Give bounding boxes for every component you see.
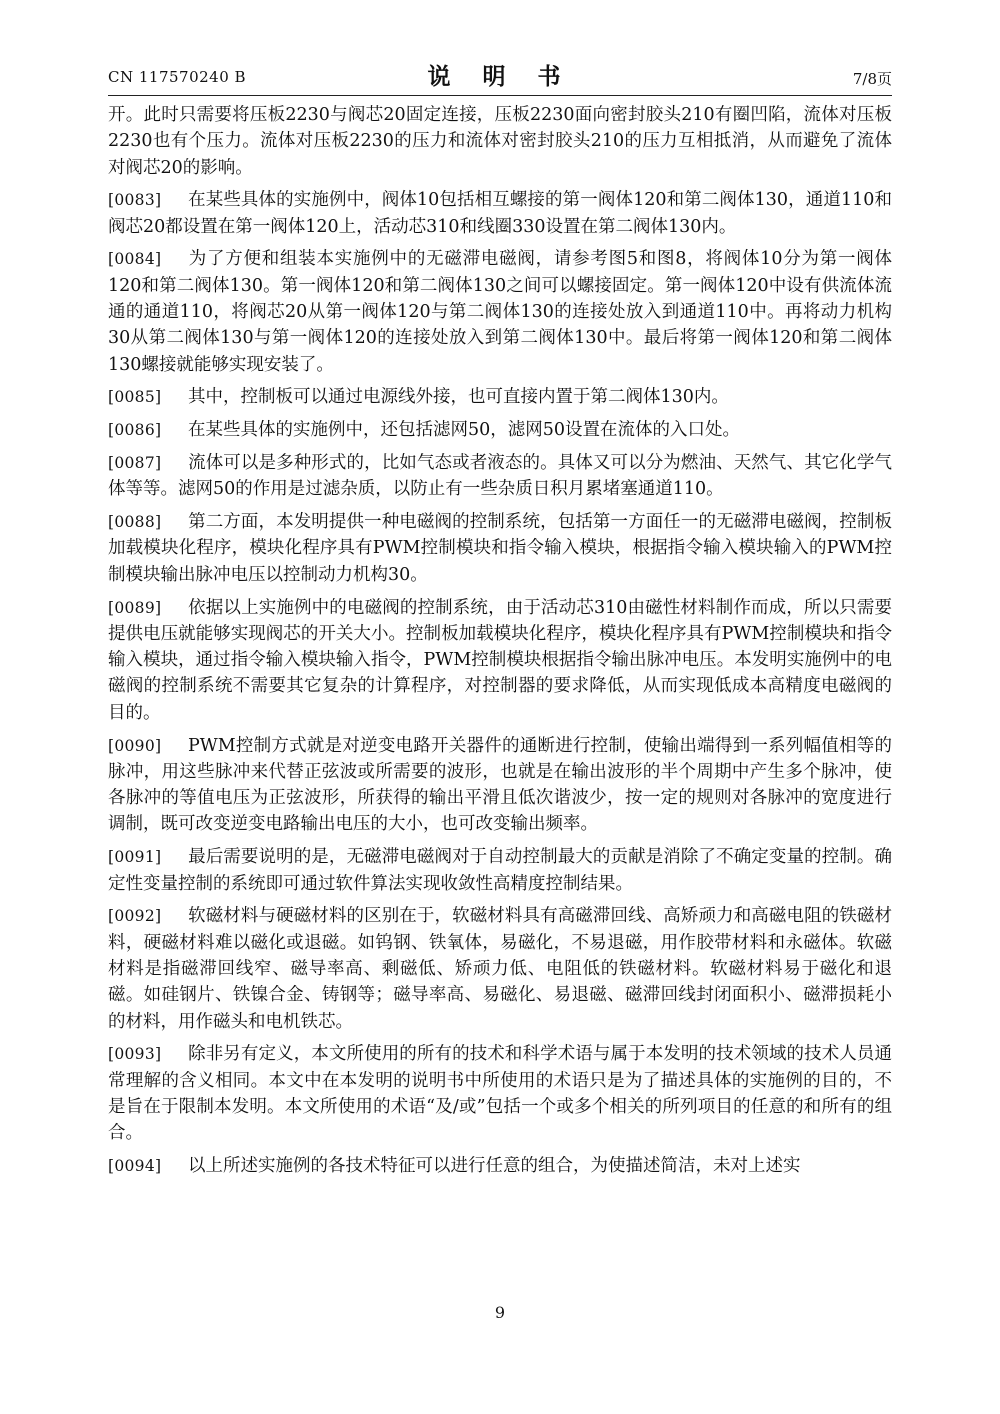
paragraph-number: [0085] bbox=[108, 388, 162, 407]
paragraph-continued bbox=[108, 102, 892, 181]
paragraph bbox=[108, 187, 892, 240]
paragraph-number: [0092] bbox=[108, 907, 162, 926]
paragraph bbox=[108, 733, 892, 838]
paragraph bbox=[108, 1041, 892, 1146]
paragraph bbox=[108, 595, 892, 726]
paragraph bbox=[108, 903, 892, 1034]
paragraph-number: [0089] bbox=[108, 598, 162, 617]
paragraph-number: [0093] bbox=[108, 1045, 162, 1064]
paragraph bbox=[108, 844, 892, 897]
description-body bbox=[108, 102, 892, 1186]
paragraph bbox=[108, 450, 892, 503]
paragraph bbox=[108, 417, 892, 443]
publication-number: CN 117570240 B bbox=[108, 68, 247, 86]
paragraph-text: PWM控制方式就是对逆变电路开关器件的通断进行控制，使输出端得到一系列幅值相等的脉冲，用这些脉冲来代替正弦波或所需要的波形，也就是在输出波形的半个周期中产生多个脉冲，使各脉冲的等值电压为正弦波形，所获得的输出平滑且低次谐波少，按一定的规则对各脉冲的宽度进行调制，既可改变逆变电路输出电压的大小，也可改变输出频率。 bbox=[108, 735, 892, 835]
page-number: 9 bbox=[494, 1303, 506, 1322]
paragraph bbox=[108, 509, 892, 588]
paragraph bbox=[108, 384, 892, 410]
paragraph-text: 其中，控制板可以通过电源线外接，也可直接内置于第二阀体130内。 bbox=[188, 387, 729, 408]
paragraph-text: 流体可以是多种形式的，比如气态或者液态的。具体又可以分为燃油、天然气、其它化学气体等等。滤网50的作用是过滤杂质，以防止有一些杂质日积月累堵塞通道110。 bbox=[108, 453, 892, 500]
paragraph-number: [0090] bbox=[108, 736, 162, 755]
paragraph-text: 在某些具体的实施例中，还包括滤网50，滤网50设置在流体的入口处。 bbox=[188, 420, 741, 441]
paragraph bbox=[108, 246, 892, 377]
paragraph-text: 软磁材料与硬磁材料的区别在于，软磁材料具有高磁滞回线、高矫顽力和高磁电阻的铁磁材料，硬磁材料难以磁化或退磁。如钨钢、铁氧体，易磁化，不易退磁，用作胶带材料和永磁体。软磁材料是指磁滞回线窄、磁导率高、剩磁低、矫顽力低、电阻低的铁磁材料。软磁材料易于磁化和退磁。如硅钢片、铁镍合金、铸钢等；磁导率高、易磁化、易退磁、磁滞回线封闭面积小、磁滞损耗小的材料，用作磁头和电机铁芯。 bbox=[108, 906, 892, 1032]
paragraph-number: [0086] bbox=[108, 421, 162, 440]
paragraph-number: [0091] bbox=[108, 848, 162, 867]
paragraph-text: 依据以上实施例中的电磁阀的控制系统，由于活动芯310由磁性材料制作而成，所以只需要提供电压就能够实现阀芯的开关大小。控制板加载模块化程序，模块化程序具有PWM控制模块和指令输入模块，通过指令输入模块输入指令，PWM控制模块根据指令输出脉冲电压。本发明实施例中的电磁阀的控制系统不需要其它复杂的计算程序，对控制器的要求降低，从而实现低成本高精度电磁阀的目的。 bbox=[108, 597, 892, 723]
paragraph-number: [0094] bbox=[108, 1156, 162, 1175]
paragraph-text: 除非另有定义，本文所使用的所有的技术和科学术语与属于本发明的技术领域的技术人员通常理解的含义相同。本文中在本发明的说明书中所使用的术语只是为了描述具体的实施例的目的，不是旨在于限制本发明。本文所使用的术语“及/或”包括一个或多个相关的所列项目的任意的和所有的组合。 bbox=[108, 1044, 892, 1144]
document-title: 说 明 书 bbox=[427, 63, 573, 90]
paragraph-number: [0088] bbox=[108, 513, 162, 532]
paragraph-number: [0087] bbox=[108, 454, 162, 473]
paragraph-text: 最后需要说明的是，无磁滞电磁阀对于自动控制最大的贡献是消除了不确定变量的控制。确定性变量控制的系统即可通过软件算法实现收敛性高精度控制结果。 bbox=[108, 847, 892, 894]
paragraph bbox=[108, 1153, 892, 1179]
paragraph-text: 第二方面，本发明提供一种电磁阀的控制系统，包括第一方面任一的无磁滞电磁阀，控制板加载模块化程序，模块化程序具有PWM控制模块和指令输入模块，根据指令输入模块输入的PWM控制模块输出脉冲电压以控制动力机构30。 bbox=[108, 512, 892, 585]
paragraph-number: [0084] bbox=[108, 250, 162, 269]
page-indicator: 7/8页 bbox=[852, 70, 892, 88]
page-header bbox=[108, 58, 892, 92]
paragraph-text: 以上所述实施例的各技术特征可以进行任意的组合，为使描述简洁，未对上述实 bbox=[188, 1155, 801, 1176]
paragraph-text: 在某些具体的实施例中，阀体10包括相互螺接的第一阀体120和第二阀体130，通道110和阀芯20都设置在第一阀体120上，活动芯310和线圈330设置在第二阀体130内。 bbox=[108, 190, 892, 237]
paragraph-number: [0083] bbox=[108, 191, 162, 210]
paragraph-text: 为了方便和组装本实施例中的无磁滞电磁阀，请参考图5和图8，将阀体10分为第一阀体120和第二阀体130。第一阀体120和第二阀体130之间可以螺接固定。第一阀体120中设有供流体流通的通道110，将阀芯20从第一阀体120与第二阀体130的连接处放入到通道110中。再将动力机构30从第二阀体130与第一阀体120的连接处放入到第二阀体130中。最后将第一阀体120和第二阀体130螺接就能够实现安装了。 bbox=[108, 249, 892, 375]
header-divider bbox=[108, 95, 892, 96]
paragraph-text: 开。此时只需要将压板2230与阀芯20固定连接，压板2230面向密封胶头210有圈凹陷，流体对压板2230也有个压力。流体对压板2230的压力和流体对密封胶头210的压力互相抵消，从而避免了流体对阀芯20的影响。 bbox=[108, 105, 892, 178]
